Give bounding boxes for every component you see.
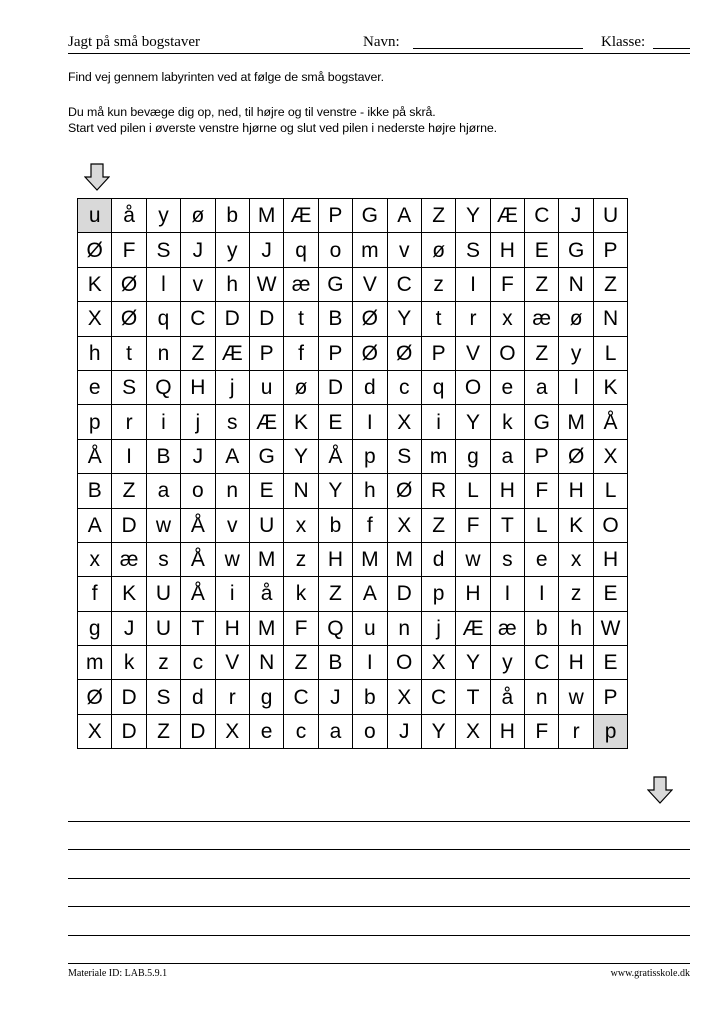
maze-cell[interactable]: S (112, 370, 146, 404)
maze-cell[interactable]: Ø (78, 680, 112, 714)
maze-cell[interactable]: Ø (387, 336, 421, 370)
maze-cell[interactable]: P (421, 336, 455, 370)
maze-cell[interactable]: Æ (284, 199, 318, 233)
maze-cell[interactable]: r (559, 714, 593, 748)
maze-cell[interactable]: d (181, 680, 215, 714)
maze-cell[interactable]: F (525, 714, 559, 748)
maze-cell[interactable]: G (249, 439, 283, 473)
writing-line[interactable] (68, 878, 690, 879)
maze-cell[interactable]: P (318, 199, 352, 233)
maze-cell[interactable]: Ø (78, 233, 112, 267)
maze-cell[interactable]: w (146, 508, 180, 542)
maze-cell[interactable]: M (559, 405, 593, 439)
maze-cell[interactable]: Ø (112, 267, 146, 301)
maze-cell[interactable]: I (490, 577, 524, 611)
maze-cell[interactable]: L (593, 474, 627, 508)
maze-cell[interactable]: B (78, 474, 112, 508)
name-field[interactable] (413, 48, 583, 49)
maze-cell[interactable]: y (215, 233, 249, 267)
maze-cell[interactable]: A (78, 508, 112, 542)
maze-cell[interactable]: P (525, 439, 559, 473)
maze-row (78, 302, 628, 336)
maze-cell[interactable]: G (353, 199, 387, 233)
maze-cell[interactable]: m (353, 233, 387, 267)
maze-cell[interactable]: a (318, 714, 352, 748)
maze-cell[interactable]: X (215, 714, 249, 748)
writing-line[interactable] (68, 849, 690, 850)
maze-cell[interactable]: N (249, 646, 283, 680)
maze-cell[interactable]: y (146, 199, 180, 233)
maze-cell[interactable]: J (112, 611, 146, 645)
maze-cell[interactable]: Y (284, 439, 318, 473)
maze-cell[interactable]: E (318, 405, 352, 439)
maze-cell[interactable]: Å (593, 405, 627, 439)
maze-cell[interactable]: t (112, 336, 146, 370)
maze-cell[interactable]: Y (387, 302, 421, 336)
maze-cell[interactable]: g (456, 439, 490, 473)
maze-cell[interactable]: A (387, 199, 421, 233)
writing-line[interactable] (68, 821, 690, 822)
maze-cell[interactable]: F (284, 611, 318, 645)
maze-cell[interactable]: Æ (215, 336, 249, 370)
maze-cell[interactable]: x (490, 302, 524, 336)
maze-cell[interactable]: h (78, 336, 112, 370)
maze-cell[interactable]: f (284, 336, 318, 370)
maze-cell[interactable]: T (490, 508, 524, 542)
maze-cell[interactable]: o (318, 233, 352, 267)
maze-row (78, 714, 628, 748)
maze-cell[interactable]: I (353, 405, 387, 439)
maze-cell[interactable]: Z (181, 336, 215, 370)
maze-cell[interactable]: S (456, 233, 490, 267)
maze-cell[interactable]: j (421, 611, 455, 645)
letter-maze (77, 198, 628, 749)
maze-cell[interactable]: s (215, 405, 249, 439)
maze-cell[interactable]: q (146, 302, 180, 336)
maze-cell[interactable]: D (318, 370, 352, 404)
maze-cell[interactable]: D (249, 302, 283, 336)
writing-line[interactable] (68, 906, 690, 907)
maze-row (78, 577, 628, 611)
maze-row (78, 233, 628, 267)
maze-cell[interactable]: E (593, 577, 627, 611)
maze-cell[interactable]: v (215, 508, 249, 542)
maze-cell[interactable]: H (490, 233, 524, 267)
maze-cell[interactable]: O (490, 336, 524, 370)
maze-cell[interactable]: Q (318, 611, 352, 645)
maze-cell[interactable]: Z (525, 267, 559, 301)
maze-cell[interactable]: O (456, 370, 490, 404)
maze-cell[interactable]: y (559, 336, 593, 370)
instruction-line-1: Find vej gennem labyrinten ved at følge de små bogstaver. (68, 70, 384, 84)
maze-cell[interactable]: F (112, 233, 146, 267)
maze-cell[interactable]: B (318, 646, 352, 680)
maze-cell[interactable]: N (559, 267, 593, 301)
maze-cell[interactable]: a (146, 474, 180, 508)
maze-cell[interactable]: X (456, 714, 490, 748)
maze-cell[interactable]: G (525, 405, 559, 439)
maze-cell[interactable]: H (215, 611, 249, 645)
maze-cell[interactable]: Æ (249, 405, 283, 439)
maze-cell[interactable]: h (559, 611, 593, 645)
maze-cell[interactable]: g (249, 680, 283, 714)
maze-row (78, 370, 628, 404)
maze-cell[interactable]: A (353, 577, 387, 611)
maze-cell[interactable]: X (78, 714, 112, 748)
maze-cell[interactable]: X (387, 508, 421, 542)
maze-cell[interactable]: P (593, 680, 627, 714)
maze-cell[interactable]: K (593, 370, 627, 404)
maze-cell[interactable]: u (353, 611, 387, 645)
maze-cell[interactable]: d (421, 542, 455, 576)
maze-row (78, 267, 628, 301)
maze-cell[interactable]: Y (318, 474, 352, 508)
maze-cell[interactable]: Ø (353, 302, 387, 336)
maze-cell[interactable]: B (318, 302, 352, 336)
maze-cell[interactable]: e (249, 714, 283, 748)
maze-cell[interactable]: Z (525, 336, 559, 370)
maze-cell[interactable]: F (525, 474, 559, 508)
worksheet-header (68, 32, 690, 54)
maze-cell[interactable]: q (284, 233, 318, 267)
maze-cell[interactable]: å (249, 577, 283, 611)
arrow-down-icon (84, 163, 110, 191)
maze-cell[interactable]: B (146, 439, 180, 473)
maze-cell[interactable]: D (112, 680, 146, 714)
maze-cell[interactable]: K (284, 405, 318, 439)
maze-row (78, 439, 628, 473)
maze-cell[interactable]: T (456, 680, 490, 714)
maze-cell[interactable]: x (78, 542, 112, 576)
maze-row (78, 508, 628, 542)
maze-cell[interactable]: E (593, 646, 627, 680)
instruction-line-3: Start ved pilen i øverste venstre hjørne og slut ved pilen i nederste højre hjørne. (68, 121, 498, 135)
maze-cell[interactable]: Z (146, 714, 180, 748)
maze-cell[interactable]: Æ (456, 611, 490, 645)
maze-cell[interactable]: æ (525, 302, 559, 336)
maze-cell[interactable]: n (146, 336, 180, 370)
maze-cell[interactable]: S (146, 680, 180, 714)
maze-cell[interactable]: Z (421, 508, 455, 542)
maze-cell[interactable]: Ø (559, 439, 593, 473)
maze-cell[interactable]: e (525, 542, 559, 576)
maze-cell[interactable]: ø (181, 199, 215, 233)
maze-cell[interactable]: f (353, 508, 387, 542)
maze-cell[interactable]: z (146, 646, 180, 680)
maze-cell[interactable]: v (181, 267, 215, 301)
maze-cell[interactable]: æ (490, 611, 524, 645)
maze-cell[interactable]: w (456, 542, 490, 576)
maze-cell[interactable]: b (318, 508, 352, 542)
maze-cell[interactable]: k (490, 405, 524, 439)
maze-cell[interactable]: Y (421, 714, 455, 748)
maze-cell[interactable]: r (456, 302, 490, 336)
maze-cell[interactable]: e (78, 370, 112, 404)
maze-cell[interactable]: O (387, 646, 421, 680)
maze-cell[interactable]: H (456, 577, 490, 611)
maze-cell[interactable]: J (387, 714, 421, 748)
maze-cell[interactable]: Z (318, 577, 352, 611)
maze-row (78, 474, 628, 508)
maze-row (78, 199, 628, 233)
maze-cell[interactable]: Ø (387, 474, 421, 508)
maze-cell[interactable]: Å (318, 439, 352, 473)
maze-cell[interactable]: J (181, 439, 215, 473)
maze-cell[interactable]: Q (146, 370, 180, 404)
maze-cell[interactable]: D (112, 714, 146, 748)
maze-cell[interactable]: R (421, 474, 455, 508)
maze-cell[interactable]: i (215, 577, 249, 611)
maze-cell[interactable]: P (593, 233, 627, 267)
maze-row (78, 542, 628, 576)
maze-cell[interactable]: X (78, 302, 112, 336)
maze-cell[interactable]: A (215, 439, 249, 473)
maze-cell[interactable]: V (456, 336, 490, 370)
maze-cell[interactable]: O (593, 508, 627, 542)
maze-cell[interactable]: n (387, 611, 421, 645)
maze-cell[interactable]: æ (284, 267, 318, 301)
maze-cell[interactable]: X (387, 680, 421, 714)
maze-cell[interactable]: r (215, 680, 249, 714)
maze-cell[interactable]: l (146, 267, 180, 301)
maze-cell[interactable]: P (318, 336, 352, 370)
maze-cell[interactable]: E (249, 474, 283, 508)
maze-cell[interactable]: U (146, 611, 180, 645)
maze-cell[interactable]: S (387, 439, 421, 473)
maze-cell[interactable]: n (525, 680, 559, 714)
maze-cell[interactable]: L (525, 508, 559, 542)
maze-cell[interactable]: I (525, 577, 559, 611)
maze-cell[interactable]: z (559, 577, 593, 611)
maze-cell[interactable]: Å (181, 577, 215, 611)
maze-row (78, 646, 628, 680)
maze-cell[interactable]: U (249, 508, 283, 542)
maze-cell[interactable]: t (421, 302, 455, 336)
maze-cell[interactable]: ø (284, 370, 318, 404)
maze-cell[interactable]: C (181, 302, 215, 336)
maze-end-cell[interactable]: p (593, 714, 627, 748)
maze-cell[interactable]: L (456, 474, 490, 508)
class-label: Klasse: (601, 34, 646, 50)
maze-cell[interactable]: U (593, 199, 627, 233)
maze-cell[interactable]: L (593, 336, 627, 370)
maze-start-cell[interactable]: u (78, 199, 112, 233)
maze-cell[interactable]: Z (421, 199, 455, 233)
maze-cell[interactable]: P (249, 336, 283, 370)
maze-cell[interactable]: K (112, 577, 146, 611)
instruction-line-2: Du må kun bevæge dig op, ned, til højre og til venstre - ikke på skrå. (68, 105, 436, 119)
maze-cell[interactable]: z (284, 542, 318, 576)
maze-cell[interactable]: E (525, 233, 559, 267)
maze-cell[interactable]: ø (559, 302, 593, 336)
maze-cell[interactable]: j (181, 405, 215, 439)
maze-cell[interactable]: y (490, 646, 524, 680)
maze-cell[interactable]: W (249, 267, 283, 301)
worksheet-title: Jagt på små bogstaver (68, 34, 201, 50)
maze-cell[interactable]: Å (181, 508, 215, 542)
maze-row (78, 611, 628, 645)
maze-cell[interactable]: M (249, 199, 283, 233)
maze-cell[interactable]: N (284, 474, 318, 508)
maze-cell[interactable]: x (559, 542, 593, 576)
maze-cell[interactable]: Z (112, 474, 146, 508)
maze-cell[interactable]: j (215, 370, 249, 404)
maze-cell[interactable]: å (112, 199, 146, 233)
maze-cell[interactable]: H (559, 646, 593, 680)
maze-cell[interactable]: c (181, 646, 215, 680)
maze-cell[interactable]: Z (593, 267, 627, 301)
maze-cell[interactable]: o (353, 714, 387, 748)
maze-cell[interactable]: n (215, 474, 249, 508)
maze-cell[interactable]: I (353, 646, 387, 680)
material-id: Materiale ID: LAB.5.9.1 (68, 968, 168, 979)
maze-cell[interactable]: t (284, 302, 318, 336)
maze-cell[interactable]: K (559, 508, 593, 542)
name-label: Navn: (363, 34, 400, 50)
maze-cell[interactable]: J (559, 199, 593, 233)
maze-cell[interactable]: D (387, 577, 421, 611)
maze-cell[interactable]: F (490, 267, 524, 301)
maze-cell[interactable]: H (490, 714, 524, 748)
maze-cell[interactable]: H (593, 542, 627, 576)
maze-cell[interactable]: r (112, 405, 146, 439)
maze-cell[interactable]: b (215, 199, 249, 233)
maze-cell[interactable]: p (421, 577, 455, 611)
maze-cell[interactable]: p (353, 439, 387, 473)
maze-cell[interactable]: a (525, 370, 559, 404)
maze-cell[interactable]: g (78, 611, 112, 645)
maze-cell[interactable]: i (146, 405, 180, 439)
maze-row (78, 680, 628, 714)
maze-cell[interactable]: Y (456, 199, 490, 233)
maze-cell[interactable]: d (353, 370, 387, 404)
class-field[interactable] (653, 48, 690, 49)
maze-cell[interactable]: M (249, 542, 283, 576)
maze-cell[interactable]: s (490, 542, 524, 576)
maze-cell[interactable]: w (559, 680, 593, 714)
maze-cell[interactable]: C (284, 680, 318, 714)
maze-cell[interactable]: b (353, 680, 387, 714)
maze-cell[interactable]: z (421, 267, 455, 301)
maze-cell[interactable]: X (387, 405, 421, 439)
maze-cell[interactable]: V (215, 646, 249, 680)
maze-cell[interactable]: h (215, 267, 249, 301)
maze-cell[interactable]: q (421, 370, 455, 404)
website-link[interactable]: www.gratisskole.dk (610, 968, 690, 979)
maze-cell[interactable]: c (284, 714, 318, 748)
maze-cell[interactable]: p (78, 405, 112, 439)
maze-cell[interactable]: I (112, 439, 146, 473)
maze-cell[interactable]: K (78, 267, 112, 301)
maze-cell[interactable]: m (421, 439, 455, 473)
maze-cell[interactable]: x (284, 508, 318, 542)
maze-cell[interactable]: l (559, 370, 593, 404)
maze-cell[interactable]: C (525, 646, 559, 680)
maze-cell[interactable]: J (249, 233, 283, 267)
maze-cell[interactable]: i (421, 405, 455, 439)
maze-cell[interactable]: H (181, 370, 215, 404)
maze-cell[interactable]: Å (181, 542, 215, 576)
maze-cell[interactable]: V (353, 267, 387, 301)
maze-cell[interactable]: C (387, 267, 421, 301)
maze-cell[interactable]: Y (456, 646, 490, 680)
maze-cell[interactable]: W (593, 611, 627, 645)
maze-cell[interactable]: Y (456, 405, 490, 439)
maze-cell[interactable]: J (318, 680, 352, 714)
maze-cell[interactable]: M (249, 611, 283, 645)
maze-cell[interactable]: X (421, 646, 455, 680)
arrow-down-icon (647, 776, 673, 804)
maze-cell[interactable]: ø (421, 233, 455, 267)
maze-cell[interactable]: k (284, 577, 318, 611)
maze-cell[interactable]: o (181, 474, 215, 508)
maze-cell[interactable]: e (490, 370, 524, 404)
maze-cell[interactable]: T (181, 611, 215, 645)
maze-cell[interactable]: U (146, 577, 180, 611)
header-rule (68, 53, 690, 54)
maze-cell[interactable]: Å (78, 439, 112, 473)
maze-cell[interactable]: w (215, 542, 249, 576)
maze-row (78, 336, 628, 370)
maze-cell[interactable]: F (456, 508, 490, 542)
maze-cell[interactable]: s (146, 542, 180, 576)
maze-cell[interactable]: Ø (112, 302, 146, 336)
maze-cell[interactable]: Z (284, 646, 318, 680)
maze-cell[interactable]: Ø (353, 336, 387, 370)
maze-cell[interactable]: æ (112, 542, 146, 576)
maze-cell[interactable]: C (525, 199, 559, 233)
maze-cell[interactable]: D (181, 714, 215, 748)
maze-cell[interactable]: M (387, 542, 421, 576)
maze-cell[interactable]: D (215, 302, 249, 336)
maze-cell[interactable]: G (559, 233, 593, 267)
maze-cell[interactable]: f (78, 577, 112, 611)
maze-cell[interactable]: G (318, 267, 352, 301)
maze-cell[interactable]: u (249, 370, 283, 404)
maze-cell[interactable]: h (353, 474, 387, 508)
maze-cell[interactable]: k (112, 646, 146, 680)
maze-cell[interactable]: J (181, 233, 215, 267)
maze-cell[interactable]: C (421, 680, 455, 714)
maze-cell[interactable]: D (112, 508, 146, 542)
maze-cell[interactable]: m (78, 646, 112, 680)
maze-cell[interactable]: a (490, 439, 524, 473)
maze-cell[interactable]: c (387, 370, 421, 404)
maze-cell[interactable]: I (456, 267, 490, 301)
maze-cell[interactable]: å (490, 680, 524, 714)
maze-cell[interactable]: H (490, 474, 524, 508)
writing-line[interactable] (68, 935, 690, 936)
maze-cell[interactable]: b (525, 611, 559, 645)
maze-cell[interactable]: H (318, 542, 352, 576)
maze-cell[interactable]: S (146, 233, 180, 267)
maze-cell[interactable]: v (387, 233, 421, 267)
maze-cell[interactable]: N (593, 302, 627, 336)
footer-rule (68, 963, 690, 964)
maze-cell[interactable]: X (593, 439, 627, 473)
maze-cell[interactable]: M (353, 542, 387, 576)
maze-cell[interactable]: H (559, 474, 593, 508)
maze-cell[interactable]: Æ (490, 199, 524, 233)
maze-row (78, 405, 628, 439)
